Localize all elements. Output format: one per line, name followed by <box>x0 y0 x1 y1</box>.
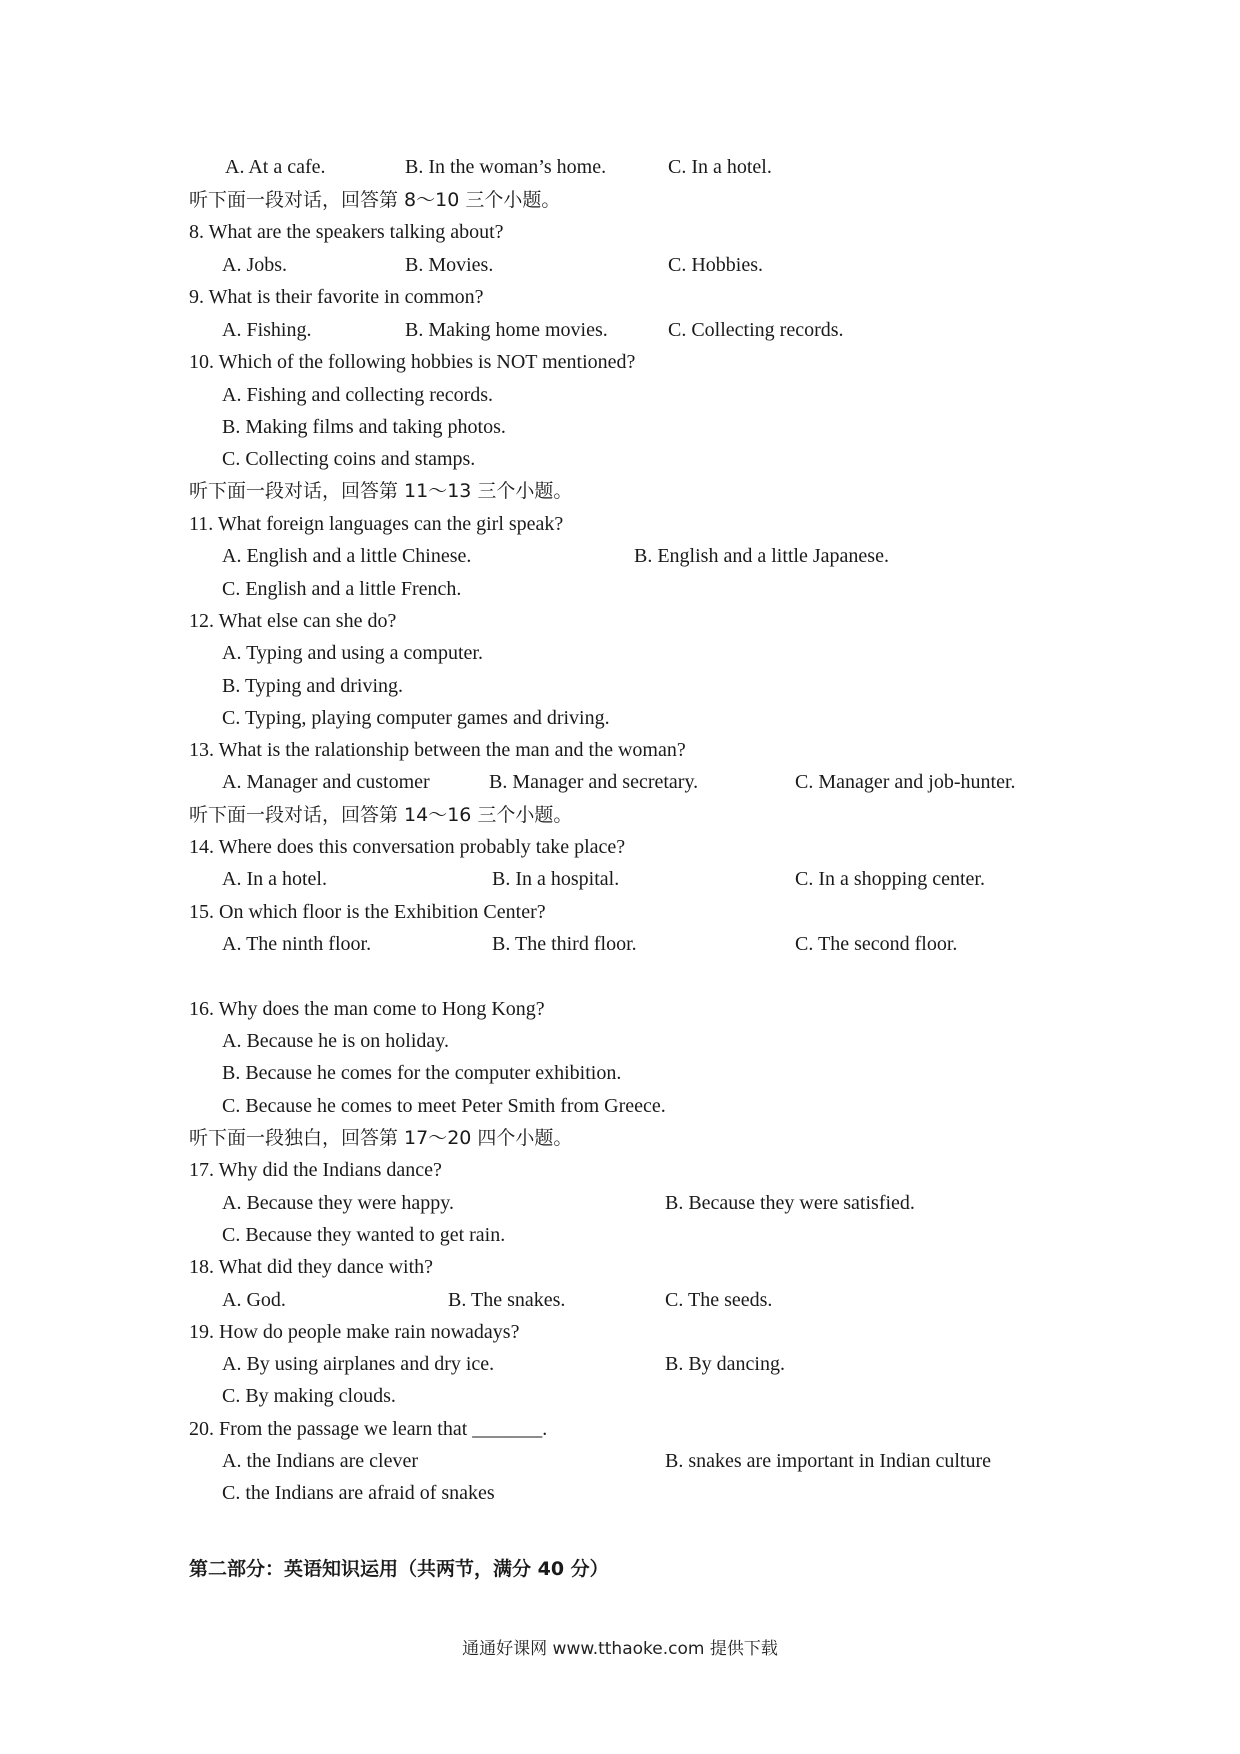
q15-options <box>0 928 1240 960</box>
q14-options <box>0 863 1240 895</box>
q17-option-a: A. Because they were happy. <box>222 1192 454 1214</box>
q18-option-c: C. The seeds. <box>665 1289 773 1311</box>
question-9: 9. What is their favorite in common? <box>189 286 484 308</box>
q12-option-c: C. Typing, playing computer games and driving. <box>222 707 610 729</box>
q15-option-a: A. The ninth floor. <box>222 933 372 955</box>
q8-option-c: C. Hobbies. <box>668 254 763 276</box>
q18-options <box>0 1284 1240 1316</box>
q7-option-c: C. In a hotel. <box>668 156 772 178</box>
question-17: 17. Why did the Indians dance? <box>189 1159 442 1181</box>
question-16: 16. Why does the man come to Hong Kong? <box>189 998 545 1020</box>
q11-option-c: C. English and a little French. <box>222 578 462 600</box>
q10-option-c: C. Collecting coins and stamps. <box>222 448 476 470</box>
q9-option-b: B. Making home movies. <box>405 319 608 341</box>
q10-option-a: A. Fishing and collecting records. <box>222 384 494 406</box>
q18-option-a: A. God. <box>222 1289 286 1311</box>
q19-options <box>0 1348 1240 1380</box>
q16-option-b: B. Because he comes for the computer exhibition. <box>222 1062 622 1084</box>
q10-option-b: B. Making films and taking photos. <box>222 416 506 438</box>
question-11: 11. What foreign languages can the girl speak? <box>189 513 564 535</box>
instruction-11-13: 听下面一段对话，回答第 11～13 三个小题。 <box>189 480 573 502</box>
q9-options <box>0 314 1240 346</box>
q7-option-b: B. In the woman’s home. <box>405 156 607 178</box>
q18-option-b: B. The snakes. <box>448 1289 566 1311</box>
q9-option-c: C. Collecting records. <box>668 319 844 341</box>
q12-option-a: A. Typing and using a computer. <box>222 642 483 664</box>
q19-option-a: A. By using airplanes and dry ice. <box>222 1353 495 1375</box>
q14-option-c: C. In a shopping center. <box>795 868 985 890</box>
page-footer: 通通好课网 www.tthaoke.com 提供下载 <box>462 1639 778 1659</box>
q7-option-a: A. At a cafe. <box>225 156 326 178</box>
q11-options <box>0 540 1240 572</box>
instruction-17-20: 听下面一段独白，回答第 17～20 四个小题。 <box>189 1127 573 1149</box>
instruction-8-10: 听下面一段对话，回答第 8～10 三个小题。 <box>189 189 561 211</box>
q8-option-a: A. Jobs. <box>222 254 288 276</box>
q13-option-b: B. Manager and secretary. <box>489 771 699 793</box>
q12-option-b: B. Typing and driving. <box>222 675 404 697</box>
q15-option-b: B. The third floor. <box>492 933 637 955</box>
q13-option-c: C. Manager and job-hunter. <box>795 771 1016 793</box>
q15-option-c: C. The second floor. <box>795 933 958 955</box>
q11-option-a: A. English and a little Chinese. <box>222 545 472 567</box>
q8-options <box>0 249 1240 281</box>
q13-option-a: A. Manager and customer <box>222 771 430 793</box>
q16-option-a: A. Because he is on holiday. <box>222 1030 449 1052</box>
question-14: 14. Where does this conversation probably take place? <box>189 836 626 858</box>
question-15: 15. On which floor is the Exhibition Center? <box>189 901 546 923</box>
question-19: 19. How do people make rain nowadays? <box>189 1321 520 1343</box>
question-8: 8. What are the speakers talking about? <box>189 221 504 243</box>
q20-option-c: C. the Indians are afraid of snakes <box>222 1482 495 1504</box>
q17-option-b: B. Because they were satisfied. <box>665 1192 915 1214</box>
instruction-14-16: 听下面一段对话，回答第 14～16 三个小题。 <box>189 804 573 826</box>
q20-options <box>0 1445 1240 1477</box>
q7-options <box>0 151 1240 183</box>
q14-option-a: A. In a hotel. <box>222 868 327 890</box>
question-12: 12. What else can she do? <box>189 610 397 632</box>
question-20: 20. From the passage we learn that _______. <box>189 1418 548 1440</box>
section-heading: 第二部分：英语知识运用（共两节，满分 40 分） <box>189 1558 609 1580</box>
q11-option-b: B. English and a little Japanese. <box>634 545 889 567</box>
question-10: 10. Which of the following hobbies is NOT mentioned? <box>189 351 636 373</box>
q19-option-c: C. By making clouds. <box>222 1385 396 1407</box>
q17-option-c: C. Because they wanted to get rain. <box>222 1224 506 1246</box>
question-18: 18. What did they dance with? <box>189 1256 434 1278</box>
q9-option-a: A. Fishing. <box>222 319 312 341</box>
question-13: 13. What is the ralationship between the man and the woman? <box>189 739 686 761</box>
q20-option-a: A. the Indians are clever <box>222 1450 419 1472</box>
q17-options <box>0 1187 1240 1219</box>
q8-option-b: B. Movies. <box>405 254 494 276</box>
q16-option-c: C. Because he comes to meet Peter Smith from Greece. <box>222 1095 666 1117</box>
q14-option-b: B. In a hospital. <box>492 868 620 890</box>
q20-option-b: B. snakes are important in Indian culture <box>665 1450 992 1472</box>
q19-option-b: B. By dancing. <box>665 1353 785 1375</box>
q13-options <box>0 766 1240 798</box>
